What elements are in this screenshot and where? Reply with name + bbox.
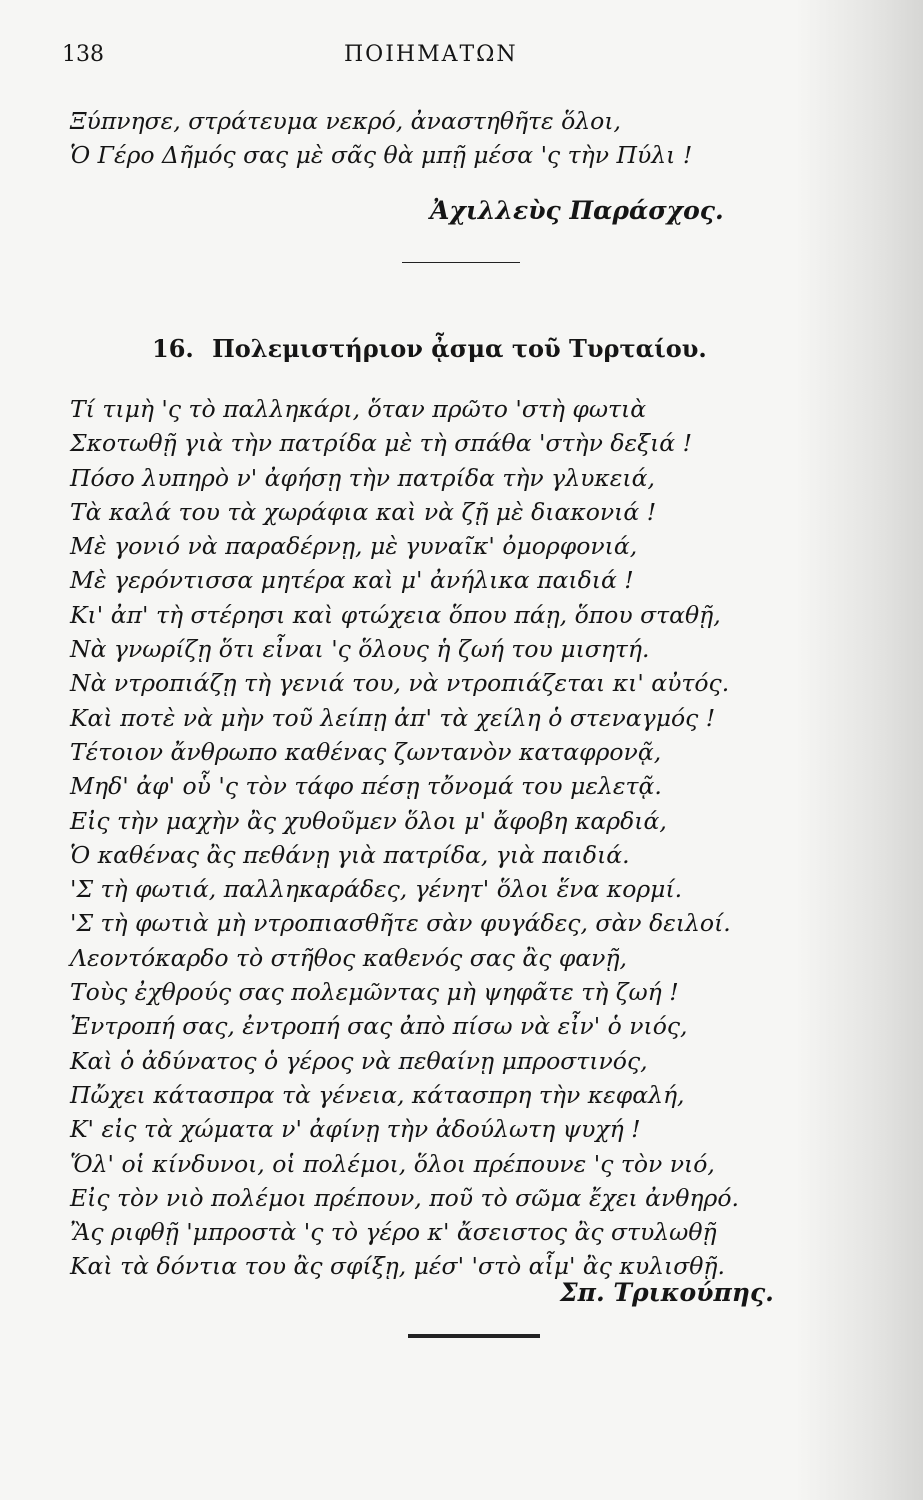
- verse-line: Τέτοιον ἄνθρωπο καθένας ζωντανὸν καταφρονᾷ,: [70, 737, 662, 766]
- verse-line: Λεοντόκαρδο τὸ στῆθος καθενός σας ἂς φανῇ,: [70, 943, 628, 972]
- end-rule: [408, 1334, 540, 1338]
- author-signature: Ἀχιλλεὺς Παράσχος.: [430, 196, 724, 225]
- poem-body: [70, 392, 739, 1284]
- verse-line: Εἰς τὸν νιὸ πολέμοι πρέπουν, ποῦ τὸ σῶμα ἔχει ἀνθηρό.: [70, 1183, 739, 1212]
- section-divider: [402, 262, 520, 263]
- verse-line: Καὶ ποτὲ νὰ μὴν τοῦ λείπῃ ἀπ' τὰ χείλη ὁ στεναγμός !: [70, 703, 716, 732]
- verse-line: Σκοτωθῇ γιὰ τὴν πατρίδα μὲ τὴ σπάθα 'στὴν δεξιά !: [70, 429, 693, 458]
- verse-line: Πόσο λυπηρὸ ν' ἀφήσῃ τὴν πατρίδα τὴν γλυκειά,: [70, 463, 655, 492]
- poem-title: [152, 334, 707, 363]
- verse-line: Νὰ ντροπιάζῃ τὴ γενιά του, νὰ ντροπιάζεται κι' αὐτός.: [70, 669, 730, 698]
- verse-line: Τὰ καλά του τὰ χωράφια καὶ νὰ ζῇ μὲ διακονιά !: [70, 497, 657, 526]
- verse-line: 'Σ τὴ φωτιὰ μὴ ντροπιασθῆτε σὰν φυγάδες, σὰν δειλοί.: [70, 909, 731, 938]
- verse-line: 'Σ τὴ φωτιά, παλληκαράδες, γένητ' ὅλοι ἕνα κορμί.: [70, 875, 683, 904]
- verse-line: Τοὺς ἐχθρούς σας πολεμῶντας μὴ ψηφᾶτε τὴ ζωή !: [70, 978, 679, 1007]
- facing-page-bleed: [795, 0, 923, 1500]
- page-header: [62, 42, 762, 72]
- author-signature: Σπ. Τρικούπης.: [560, 1278, 774, 1307]
- verse-line: Μὲ γερόντισσα μητέρα καὶ μ' ἀνήλικα παιδιά !: [70, 566, 634, 595]
- verse-line: Ξύπνησε, στράτευμα νεκρό, ἀναστηθῆτε ὅλοι,: [70, 107, 621, 135]
- verse-line: Τί τιμὴ 'ς τὸ παλληκάρι, ὅταν πρῶτο 'στὴ φωτιὰ: [70, 395, 647, 423]
- poem-title-text: Πολεμιστήριον ᾆσμα τοῦ Τυρταίου.: [212, 334, 707, 363]
- running-title: ΠΟΙΗΜΑΤΩΝ: [344, 42, 518, 67]
- verse-line: Πὤχει κάτασπρα τὰ γένεια, κάτασπρη τὴν κεφαλή,: [70, 1080, 685, 1109]
- verse-line: Μηδ' ἀφ' οὗ 'ς τὸν τάφο πέσῃ τὄνομά του μελετᾷ.: [70, 772, 662, 801]
- verse-line: Ὁ καθένας ἂς πεθάνῃ γιὰ πατρίδα, γιὰ παιδιά.: [70, 840, 630, 869]
- verse-line: Καὶ ὁ ἀδύνατος ὁ γέρος νὰ πεθαίνῃ μπροστινός,: [70, 1046, 648, 1075]
- verse-line: Ὅλ' οἱ κίνδυνοι, οἱ πολέμοι, ὅλοι πρέπουνε 'ς τὸν νιό,: [70, 1149, 715, 1178]
- verse-line: Καὶ τὰ δόντια του ἂς σφίξῃ, μέσ' 'στὸ αἷμ' ἂς κυλισθῇ.: [70, 1252, 725, 1281]
- verse-line: Κ' εἰς τὰ χώματα ν' ἀφίνῃ τὴν ἀδούλωτη ψυχή !: [70, 1115, 641, 1144]
- verse-line: Ὁ Γέρο Δῆμός σας μὲ σᾶς θὰ μπῇ μέσα 'ς τὴν Πύλι !: [70, 141, 693, 170]
- verse-line: Μὲ γονιό νὰ παραδέρνῃ, μὲ γυναῖκ' ὀμορφονιά,: [70, 532, 638, 561]
- verse-line: Ἂς ριφθῇ 'μπροστὰ 'ς τὸ γέρο κ' ἄσειστος ἂς στυλωθῇ: [70, 1218, 717, 1247]
- verse-line: Νὰ γνωρίζῃ ὅτι εἶναι 'ς ὅλους ἡ ζωή του μισητή.: [70, 635, 650, 664]
- poem-ending: [70, 104, 692, 173]
- poem-number: 16.: [152, 334, 194, 363]
- verse-line: Εἰς τὴν μαχὴν ἂς χυθοῦμεν ὅλοι μ' ἄφοβη καρδιά,: [70, 806, 667, 835]
- verse-line: Ἐντροπή σας, ἐντροπή σας ἀπὸ πίσω νὰ εἶν' ὁ νιός,: [70, 1012, 688, 1041]
- page-number: 138: [62, 42, 104, 67]
- verse-line: Κι' ἀπ' τὴ στέρησι καὶ φτώχεια ὅπου πάῃ, ὅπου σταθῇ,: [70, 600, 721, 629]
